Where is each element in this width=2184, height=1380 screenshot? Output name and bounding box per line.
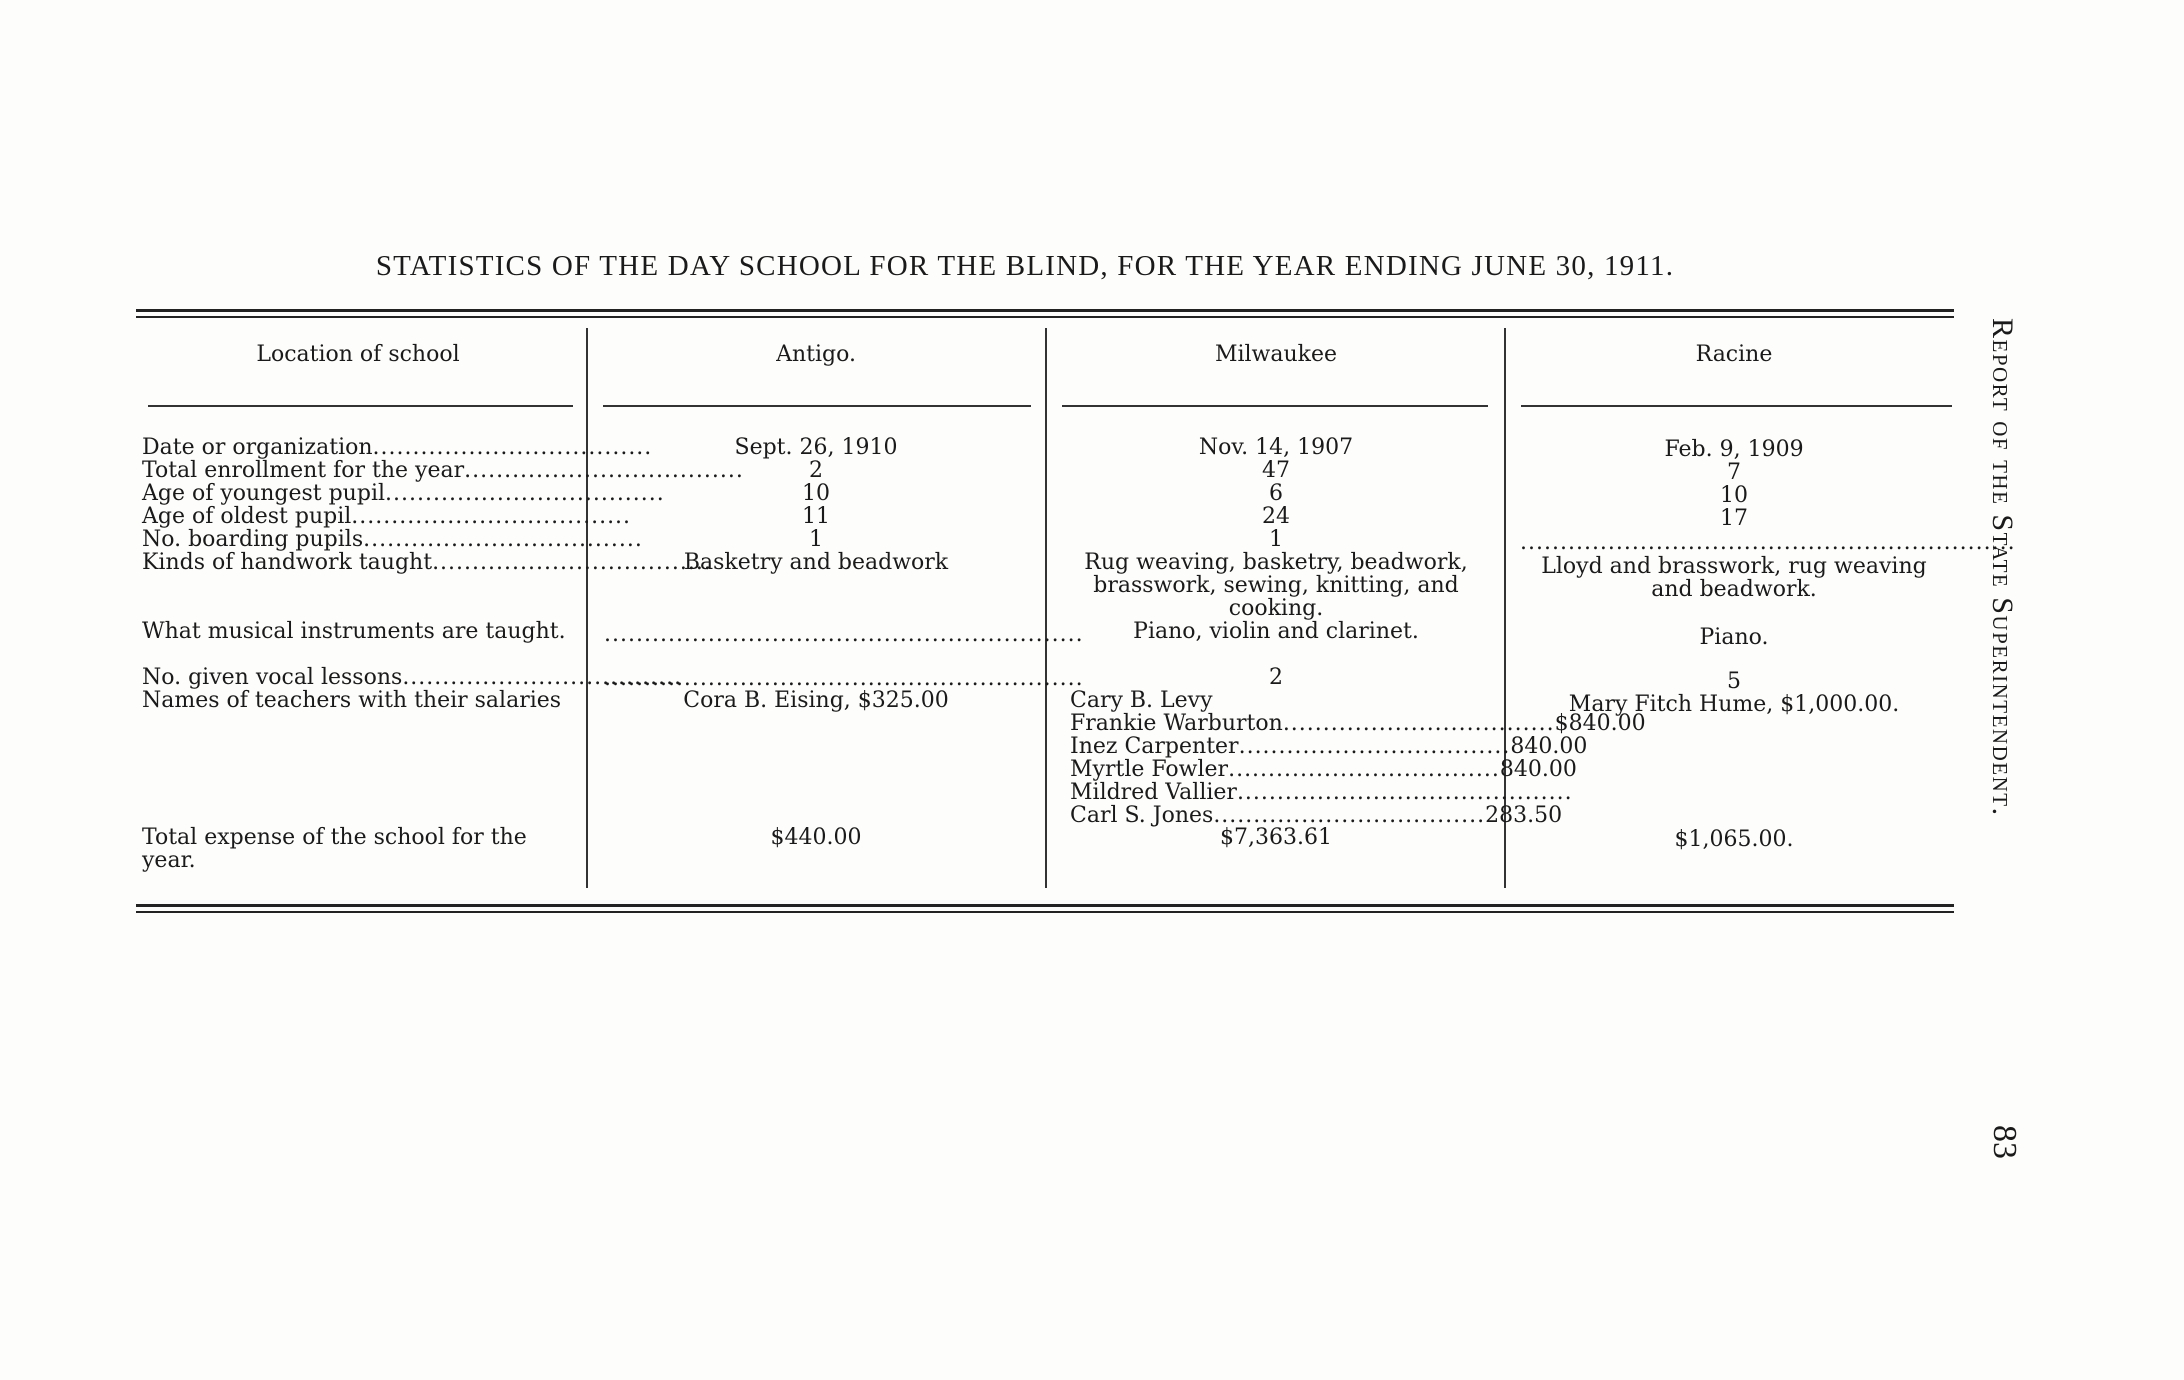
row-label-handwork: Kinds of handwork taught ................................... <box>142 550 712 575</box>
table-bottom-rule <box>136 904 1954 913</box>
milwaukee-date: Nov. 14, 1907 <box>1198 435 1354 460</box>
antigo-enrollment: 2 <box>809 458 823 483</box>
racine-enrollment: 7 <box>1727 460 1741 485</box>
racine-oldest: 17 <box>1720 506 1748 531</box>
row-label-boarding: No. boarding pupils ................................... <box>142 527 643 552</box>
teacher-row: Inez Carpenter .................................. 840.00 <box>1070 734 1588 759</box>
row-label-oldest: Age of oldest pupil ................................... <box>142 504 632 529</box>
teacher-row: Myrtle Fowler .................................. 840.00 <box>1070 757 1577 782</box>
row-label-enrollment: Total enrollment for the year ................................... <box>142 458 744 483</box>
milwaukee-enrollment: 47 <box>1262 458 1290 483</box>
column-divider <box>586 328 588 888</box>
header-racine: Racine <box>1695 342 1773 367</box>
antigo-date: Sept. 26, 1910 <box>734 435 898 460</box>
racine-teachers: Mary Fitch Hume, $1,000.00. <box>1568 692 1900 717</box>
antigo-teachers: Cora B. Eising, $325.00 <box>683 688 949 713</box>
header-milwaukee: Milwaukee <box>1214 342 1338 367</box>
row-label-teachers: Names of teachers with their salaries <box>142 688 562 713</box>
page-number: 83 <box>1986 1125 2023 1159</box>
racine-expense: $1,065.00. <box>1674 827 1794 852</box>
milwaukee-boarding: 1 <box>1269 527 1283 552</box>
row-label-date: Date or organization ................................... <box>142 435 653 460</box>
racine-youngest: 10 <box>1720 483 1748 508</box>
milwaukee-handwork: Rug weaving, basketry, beadwork, brasswork, sewing, knitting, and cooking. <box>1084 550 1468 621</box>
header-antigo: Antigo. <box>776 342 856 367</box>
antigo-vocal-dots: ............................................................ <box>604 666 1084 691</box>
page-title: STATISTICS OF THE DAY SCHOOL FOR THE BLIND, FOR THE YEAR ENDING JUNE 30, 1911. <box>375 250 1675 282</box>
milwaukee-expense: $7,363.61 <box>1220 825 1332 850</box>
milwaukee-instruments: Piano, violin and clarinet. <box>1133 619 1419 644</box>
antigo-expense: $440.00 <box>770 825 862 850</box>
teacher-row: Frankie Warburton .................................. $840.00 <box>1070 711 1646 736</box>
row-label-vocal: No. given vocal lessons ................................... <box>142 665 683 690</box>
racine-handwork: Lloyd and brasswork, rug weaving and beadwork. <box>1541 554 1927 602</box>
milwaukee-teachers-list <box>1070 688 1646 828</box>
header-underline <box>603 405 1031 407</box>
teacher-row: Carl S. Jones .................................. 283.50 <box>1070 803 1563 828</box>
row-label-youngest: Age of youngest pupil ................................... <box>142 481 665 506</box>
teacher-row: Cary B. Levy <box>1070 688 1213 713</box>
milwaukee-oldest: 24 <box>1262 504 1290 529</box>
header-location: Location of school <box>256 342 460 367</box>
antigo-oldest: 11 <box>802 504 830 529</box>
header-underline <box>148 405 573 407</box>
table-top-rule <box>136 309 1954 318</box>
running-head: Report of the State Superintendent. <box>1986 318 2019 817</box>
header-underline <box>1521 405 1952 407</box>
racine-boarding-dots: .............................................................. <box>1520 530 2016 555</box>
antigo-youngest: 10 <box>802 481 830 506</box>
teacher-row: Mildred Vallier .......................................... <box>1070 780 1573 805</box>
column-divider <box>1045 328 1047 888</box>
antigo-instruments-dots: ............................................................ <box>604 622 1084 647</box>
antigo-boarding: 1 <box>809 527 823 552</box>
row-label-expense: Total expense of the school for the year. <box>142 825 527 873</box>
milwaukee-youngest: 6 <box>1269 481 1283 506</box>
racine-vocal: 5 <box>1727 669 1741 694</box>
row-label-instruments: What musical instruments are taught. <box>142 619 566 644</box>
racine-date: Feb. 9, 1909 <box>1664 437 1804 462</box>
header-underline <box>1062 405 1488 407</box>
milwaukee-vocal: 2 <box>1269 665 1283 690</box>
racine-instruments: Piano. <box>1699 625 1769 650</box>
antigo-handwork: Basketry and beadwork <box>683 550 949 575</box>
